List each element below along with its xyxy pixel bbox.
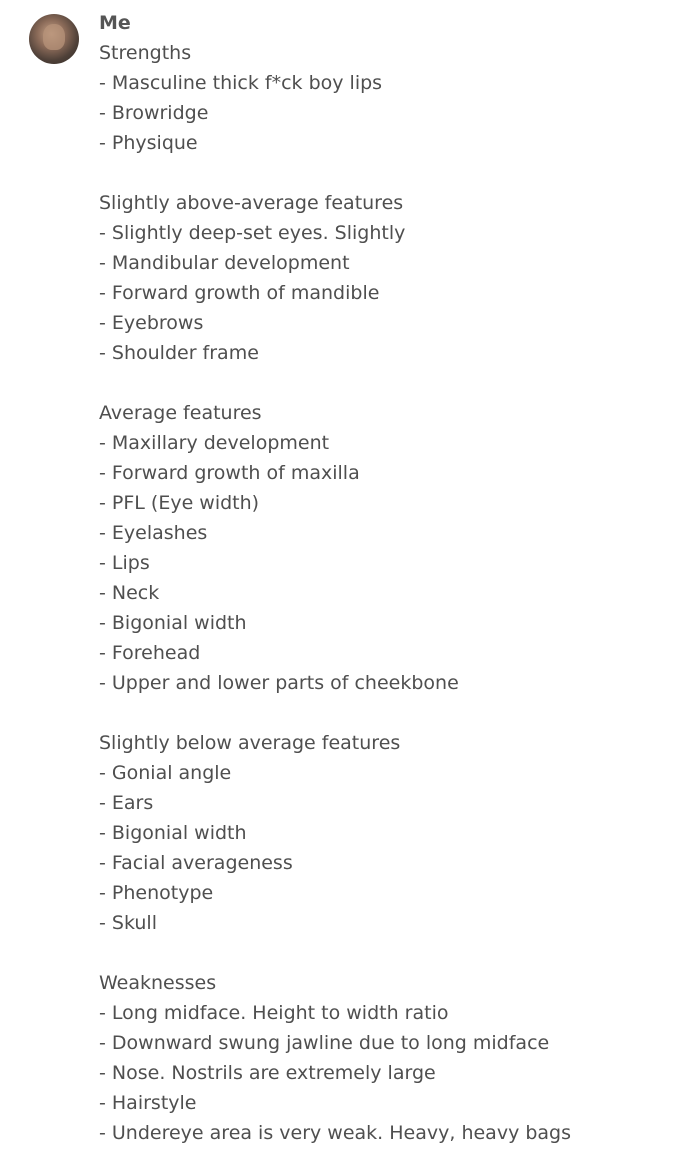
message-line: Strengths — [99, 42, 192, 64]
message-line: - Eyelashes — [99, 522, 208, 544]
message-line: - Long midface. Height to width ratio — [99, 1002, 449, 1024]
message-line: - Upper and lower parts of cheekbone — [99, 672, 459, 694]
message-line: - Nose. Nostrils are extremely large — [99, 1062, 436, 1084]
blank-line — [99, 938, 669, 968]
message-line: - Hairstyle — [99, 1092, 197, 1114]
message-line: - Forehead — [99, 642, 201, 664]
message-line: - Ears — [99, 792, 154, 814]
message-line: - Masculine thick f*ck boy lips — [99, 72, 383, 94]
message-line: Average features — [99, 402, 262, 424]
message-line: - Lips — [99, 552, 150, 574]
message-line: - Browridge — [99, 102, 209, 124]
message-line: - Undereye area is very weak. Heavy, heavy bags — [99, 1122, 572, 1144]
message-line: - Slightly deep-set eyes. Slightly — [99, 222, 406, 244]
message-line: - Bigonial width — [99, 612, 247, 634]
message-line: - Shoulder frame — [99, 342, 259, 364]
blank-line — [99, 698, 669, 728]
message-line: - Eyebrows — [99, 312, 204, 334]
message-line: Slightly below average features — [99, 732, 401, 754]
message-line: - Facial averageness — [99, 852, 293, 874]
message-line: - Downward swung jawline due to long midface — [99, 1032, 550, 1054]
message-line: - Neck — [99, 582, 160, 604]
message-content — [99, 8, 669, 1148]
message-line: - PFL (Eye width) — [99, 492, 260, 514]
message-line: - Physique — [99, 132, 198, 154]
message-line: - Phenotype — [99, 882, 214, 904]
blank-line — [99, 158, 669, 188]
avatar[interactable] — [29, 14, 79, 64]
message-line: Weaknesses — [99, 972, 217, 994]
message-line: - Forward growth of maxilla — [99, 462, 360, 484]
message-line: - Mandibular development — [99, 252, 350, 274]
message-line: - Skull — [99, 912, 157, 934]
message-line: - Gonial angle — [99, 762, 232, 784]
message-line: Slightly above-average features — [99, 192, 404, 214]
blank-line — [99, 368, 669, 398]
message-line: - Forward growth of mandible — [99, 282, 380, 304]
message-line: - Maxillary development — [99, 432, 330, 454]
message-body — [99, 38, 669, 1148]
sender-name: Me — [99, 12, 131, 34]
message-line: - Bigonial width — [99, 822, 247, 844]
